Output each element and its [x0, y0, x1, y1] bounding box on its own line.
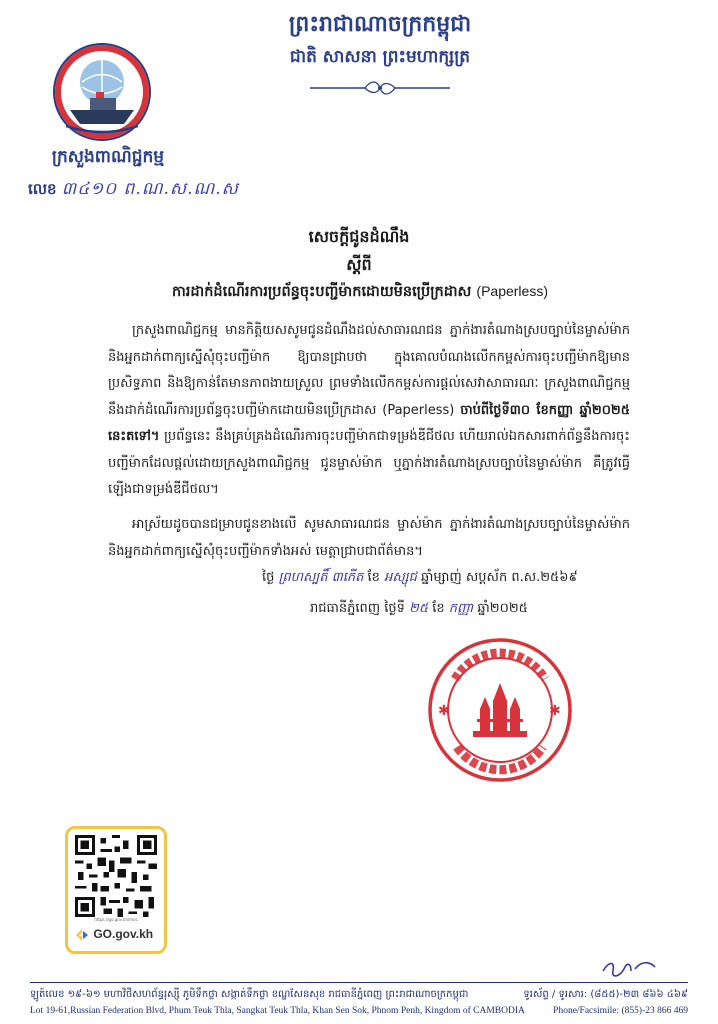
day-handwritten: ២៥: [409, 601, 429, 616]
footer-phone-km: ទូរស័ព្ទ / ទូរសារ: (៨៥៥)-២៣ ៨៦៦ ៤៦៩: [523, 989, 688, 1000]
para1-details: ប្រព័ន្ធនេះ នឹងគ្រប់គ្រងដំណើរការចុះបញ្ជីម៉ាកជាទម្រង់ឌីជីថល ហើយរាល់ឯកសារពាក់ព័ន្ធនឹងការចុះបញ្ជីម៉ាកដែលផ្ដល់ដោយក្រសួងពាណិជ្ជកម្ម ជូនម្ចាស់ម៉ាក ឬភ្នាក់ងារតំណាងស្របច្បាប់នៃម្ចាស់ម៉ាក គឺត្រូវធ្វើឡើងជាទម្រង់ឌីជីថល។: [108, 429, 631, 497]
go-gov-logo-icon: [74, 927, 90, 943]
reference-number: ៣៤១០ ព.ណ.ស.ណ.ស: [61, 179, 239, 199]
para2-text: អាស្រ័យដូចបានជម្រាបជូនខាងលើ សូមសាធារណជន ម្ចាស់ម៉ាក ភ្នាក់ងារតំណាងស្របច្បាប់នៃម្ចាស់ម៉ាក និងអ្នកដាក់ពាក្យស្នើសុំចុះបញ្ជីម៉ាកទាំងអស់ មេត្តាជ្រាបជាព័ត៌មាន។: [108, 517, 630, 559]
month-handwritten: កញ្ញា: [448, 601, 474, 616]
notice-title: សេចក្ដីជូនដំណឹង: [308, 227, 410, 246]
para1-intro: ក្រសួងពាណិជ្ជកម្ម មានកិត្តិយសសូមជូនដំណឹងដល់សាធារណជន ភ្នាក់ងារតំណាងស្របច្បាប់នៃម្ចាស់ម៉ាក និងអ្នកដាក់ពាក្យស្នើសុំចុះបញ្ជីម៉ាក ឱ្យបានជ្រាបថា ក្នុងគោលបំណងលើកកម្ពស់ការចុះបញ្ជីម៉ាកឱ្យមានប្រសិទ្ធភាព និងឱ្យកាន់តែមានភាពងាយស្រួល ព្រមទាំងលើកកម្ពស់ការផ្ដល់សេវាសាធារណៈ ក្រសួងពាណិជ្ជកម្មនឹងដាក់ដំណើរការប្រព័ន្ធចុះបញ្ជីម៉ាកដោយមិនប្រើក្រដាស (Paperless): [108, 323, 630, 418]
notice-subject-km: ការដាក់ដំណើរការប្រព័ន្ធចុះបញ្ជីម៉ាកដោយមិនប្រើក្រដាស: [171, 284, 472, 300]
svg-text:✱: ✱: [549, 703, 561, 719]
initials-signature-icon: [595, 957, 665, 983]
body-paragraph-2: [108, 512, 630, 565]
lunar-month-handwritten: អស្សុជ: [384, 570, 417, 585]
reference-number-line: [28, 178, 248, 202]
svg-text:✱: ✱: [438, 703, 450, 719]
footer-rule: [30, 982, 688, 983]
lunar-day-prefix: ថ្ងៃ: [262, 570, 275, 585]
footer-address-km-text: ឡូត៍លេខ ១៩-៦១ មហាវិថីសហព័ន្ធរុស្ស៊ី ភូមិទឹកថ្លា សង្កាត់ទឹកថ្លា ខណ្ឌសែនសុខ រាជធានីភ្នំពេញ ព្រះរាជាណាចក្រកម្ពុជា: [30, 989, 469, 1000]
footer-address-en: [30, 1006, 688, 1020]
royal-stamp-icon: [425, 635, 575, 785]
lunar-month-label: ខែ: [367, 570, 380, 585]
para1-effective-date: ចាប់ពីថ្ងៃទី៣០ ខែកញ្ញា ឆ្នាំ២០២៥ នេះតទៅ។: [108, 402, 630, 444]
notice-subject-en: (Paperless): [476, 283, 548, 299]
footer-phone-en: Phone/Facsimile: (855)-23 866 469: [553, 1006, 688, 1016]
go-gov-logo: [74, 927, 158, 945]
national-motto: ជាតិ សាសនា ព្រះមហាក្សត្រ: [289, 47, 471, 67]
header-ornament-icon: [305, 78, 455, 98]
lunar-day-handwritten: ព្រហស្បតិ៍ ៣កើត: [278, 570, 364, 585]
qr-caption: https://go.gov.kh/moc: [94, 917, 138, 922]
footer-address-km: [30, 987, 688, 1003]
place-label: រាជធានីភ្នំពេញ ថ្ងៃទី: [310, 601, 405, 616]
year-label: ឆ្នាំ២០២៥: [477, 601, 528, 616]
kingdom-heading: ព្រះរាជាណាចក្រកម្ពុជា: [288, 11, 472, 37]
month-label: ខែ: [432, 601, 445, 616]
ministry-of-commerce-logo-icon: [52, 42, 152, 142]
lunar-date-line: [262, 569, 662, 597]
lunar-year: ឆ្នាំម្សាញ់ សប្តស័ក ព.ស.២៥៦៩: [420, 570, 578, 585]
solar-date-line: [310, 600, 670, 630]
notice-subject-label: ស្ដីពី: [346, 255, 372, 274]
ministry-name: ក្រសួងពាណិជ្ជកម្ម: [51, 147, 165, 167]
body-paragraph-1: [108, 318, 630, 504]
reference-label: លេខ: [28, 180, 57, 198]
footer-address-en-text: Lot 19-61,Russian Federation Blvd, Phum Teuk Thla, Sangkat Teuk Thla, Khan Sen Sok, Phnom Penh, Kingdom of CAMBODIA: [30, 1006, 525, 1016]
go-gov-text: GO.gov.kh: [93, 927, 154, 942]
notice-subject: [60, 283, 660, 304]
qr-code-card[interactable]: [65, 826, 167, 954]
qr-code-icon[interactable]: [75, 835, 157, 917]
